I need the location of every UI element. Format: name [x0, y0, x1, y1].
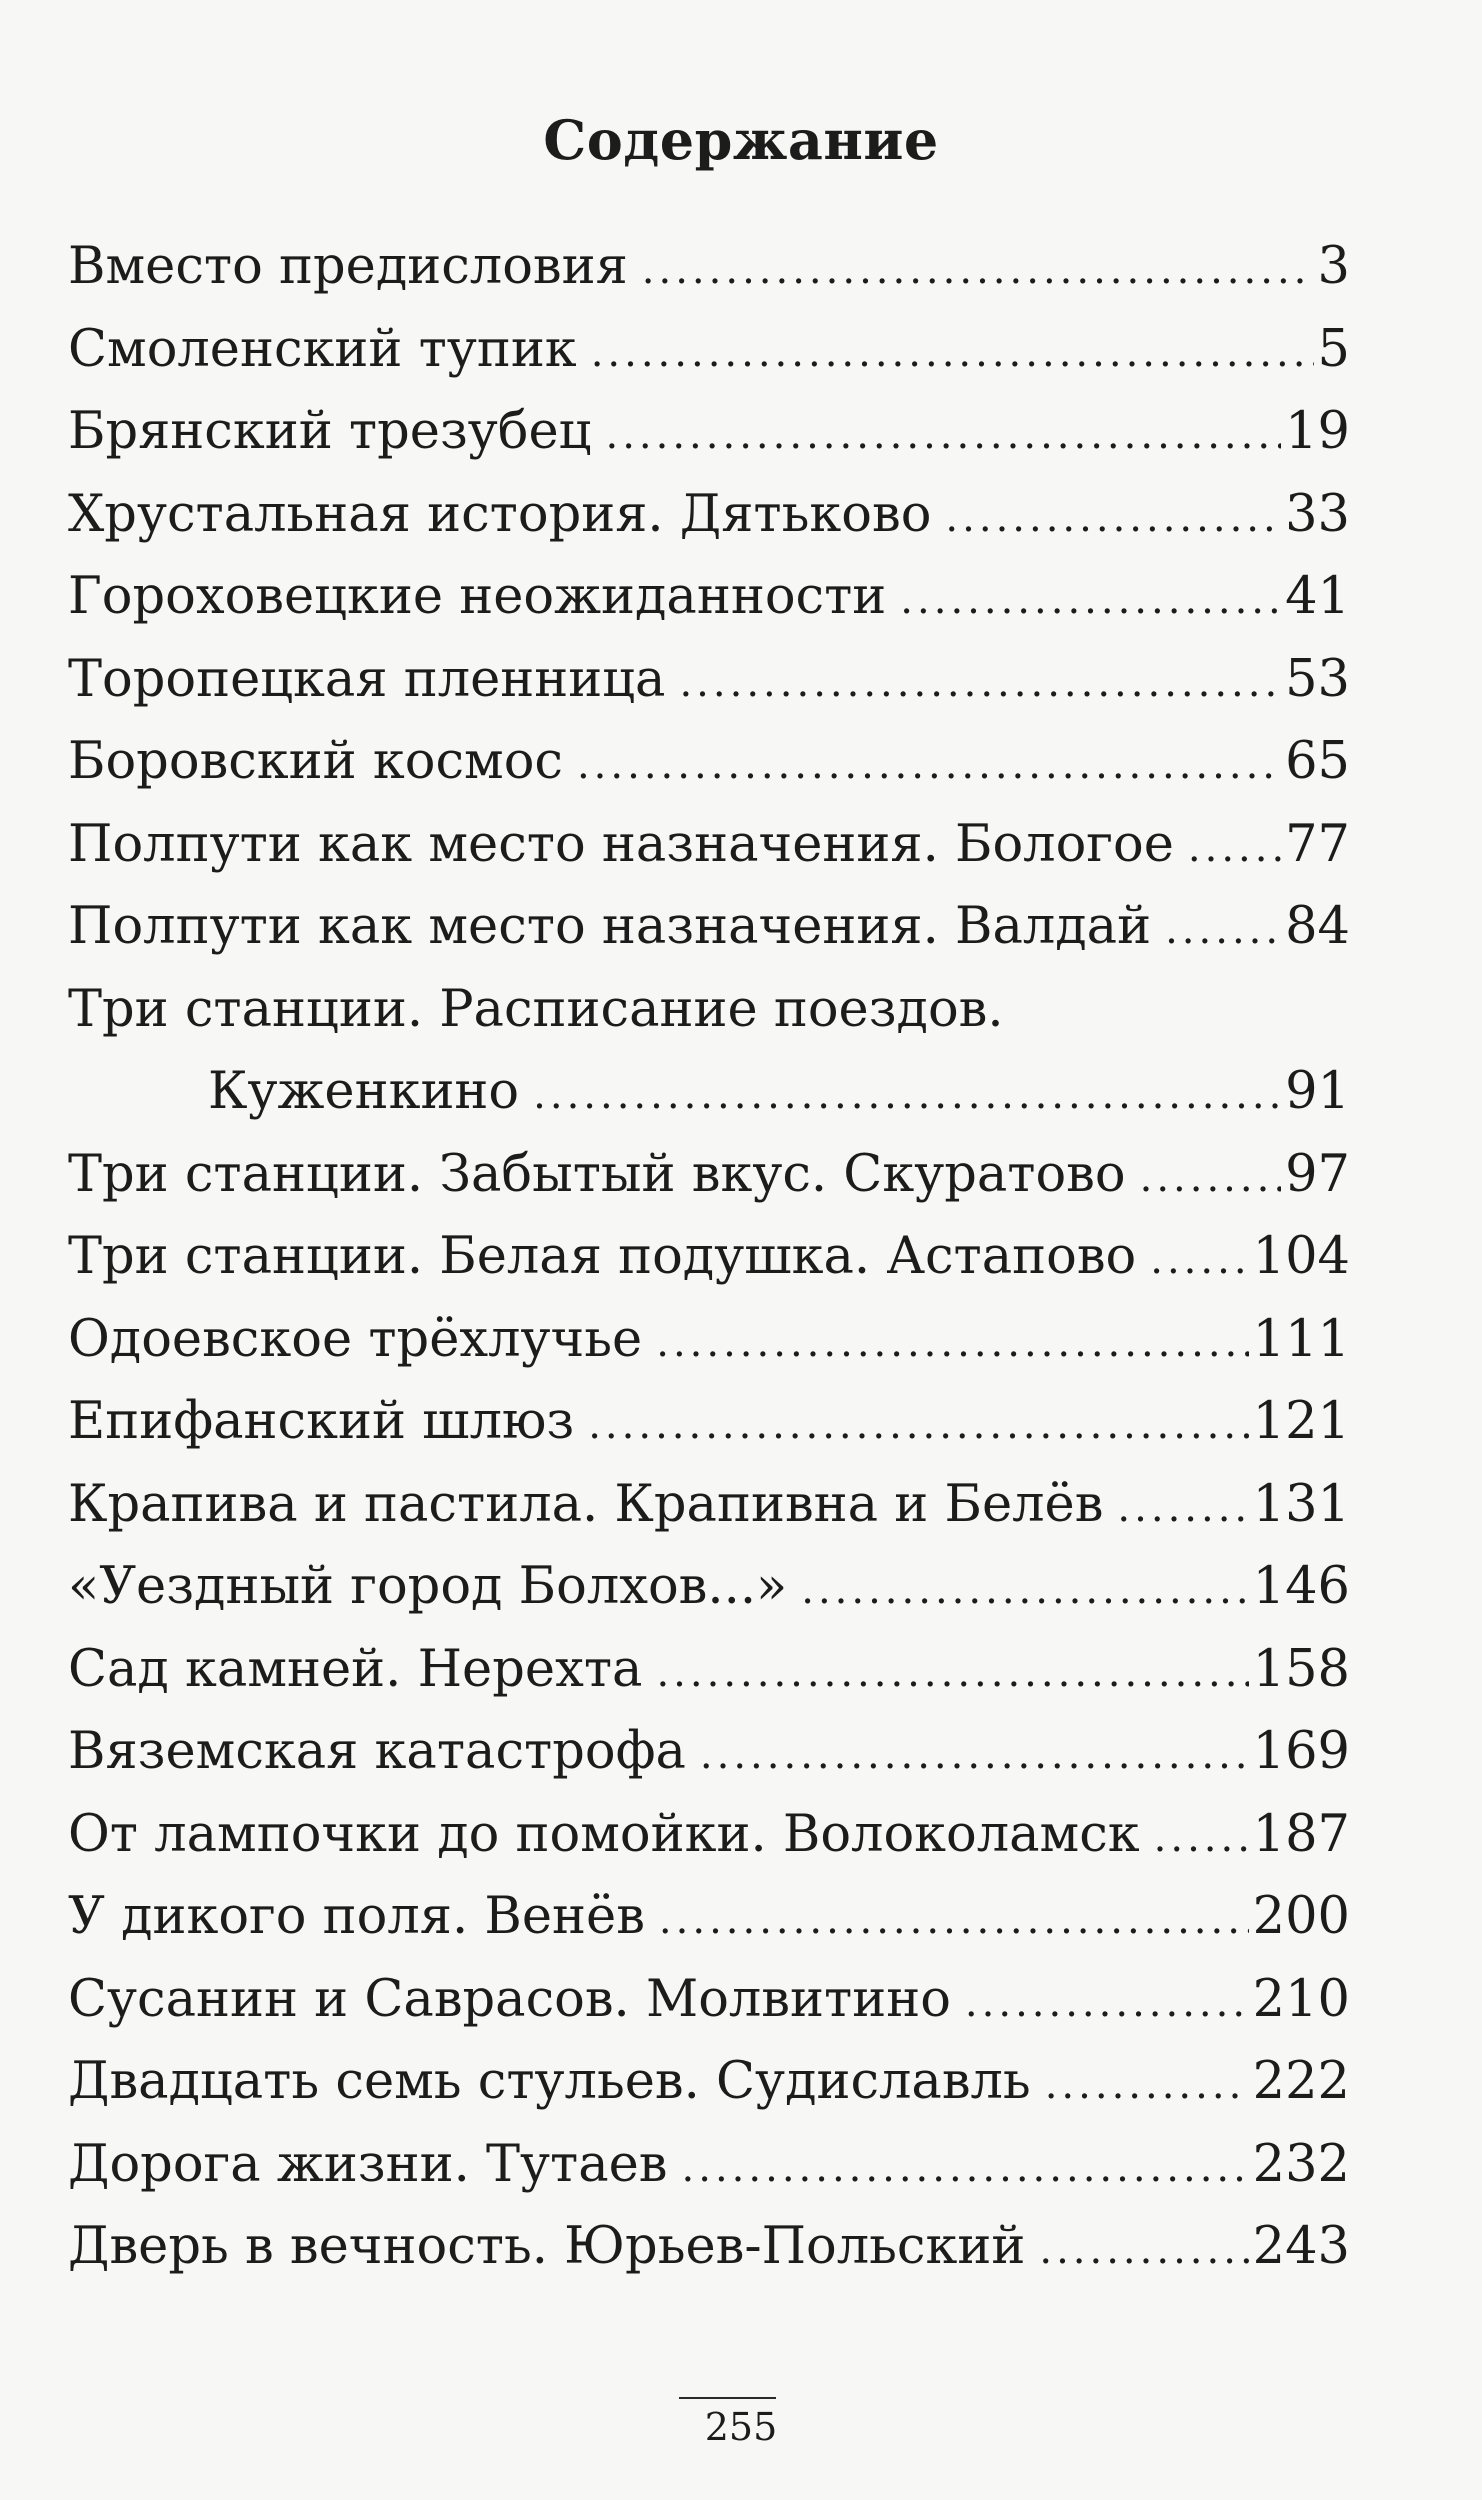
toc-entry-page: 3: [1317, 237, 1350, 296]
toc-entry: [68, 1876, 1350, 1959]
toc-entry: [68, 1794, 1350, 1877]
toc-entry-page: 210: [1252, 1969, 1350, 2029]
toc-entry-page: 111: [1252, 1309, 1350, 1369]
toc-entry-page: 200: [1252, 1887, 1350, 1946]
toc-entry-page: 104: [1252, 1227, 1350, 1286]
toc-entry: [68, 1299, 1350, 1382]
toc-entry-title: У дикого поля. Венёв: [68, 1887, 645, 1946]
toc-entry-title: Торопецкая пленница: [68, 649, 666, 709]
toc-entry: [68, 309, 1350, 392]
leader-dots: [801, 1549, 1248, 1632]
toc-entry-title: Вяземская катастрофа: [68, 1722, 686, 1781]
toc-entry-title: Дверь в вечность. Юрьев-Польский: [68, 2217, 1026, 2276]
leader-dots: [656, 1302, 1248, 1385]
leader-dots: [1188, 807, 1281, 890]
toc-entry: [68, 1216, 1350, 1299]
toc-entry-title: Вместо предисловия: [68, 237, 628, 296]
toc-entry-title: Гороховецкие неожиданности: [68, 567, 887, 626]
toc-entry-page: 131: [1252, 1474, 1350, 1534]
toc-entry: [68, 1629, 1350, 1712]
toc-entry-title: Сусанин и Саврасов. Молвитино: [68, 1969, 951, 2029]
toc-entry-page: 187: [1252, 1804, 1350, 1864]
leader-dots: [577, 724, 1281, 807]
table-of-contents: [68, 226, 1350, 2289]
toc-entry-title: Боровский космос: [68, 732, 563, 791]
toc-entry: [68, 969, 1350, 1052]
toc-entry: [68, 1381, 1350, 1464]
leader-dots: [1140, 1137, 1281, 1220]
leader-dots: [605, 394, 1281, 477]
toc-entry-page: 77: [1285, 814, 1350, 874]
page-title: Содержание: [543, 108, 939, 172]
leader-dots: [945, 477, 1281, 560]
toc-entry-title: Двадцать семь стульев. Судиславль: [68, 2052, 1031, 2111]
toc-entry-title: Епифанский шлюз: [68, 1392, 575, 1451]
toc-entry: [68, 2206, 1350, 2289]
toc-entry-title: Брянский трезубец: [68, 402, 592, 461]
page-number: 255: [704, 2405, 778, 2449]
toc-entry-title: Три станции. Белая подушка. Астапово: [68, 1227, 1137, 1286]
leader-dots: [965, 1962, 1249, 2045]
toc-entry-title: Куженкино: [208, 1062, 520, 1121]
toc-entry: [68, 1134, 1350, 1217]
leader-dots: [679, 642, 1281, 725]
toc-entry-title: Полпути как место назначения. Валдай: [68, 897, 1152, 956]
leader-dots: [588, 1384, 1248, 1467]
toc-entry: [68, 2041, 1350, 2124]
leader-dots: [1039, 2209, 1248, 2292]
leader-dots: [642, 229, 1314, 312]
toc-entry: [68, 639, 1350, 722]
leader-dots: [591, 312, 1314, 395]
toc-entry: [68, 391, 1350, 474]
toc-entry: [68, 804, 1350, 887]
toc-entry: [68, 1051, 1350, 1134]
toc-entry: [68, 1546, 1350, 1629]
leader-dots: [659, 1879, 1249, 1962]
toc-entry-title: Одоевское трёхлучье: [68, 1309, 643, 1369]
leader-dots: [1150, 1219, 1248, 1302]
toc-entry-page: 84: [1285, 897, 1350, 956]
leader-dots: [682, 2127, 1249, 2210]
toc-entry: [68, 1464, 1350, 1547]
toc-entry-page: 222: [1252, 2052, 1350, 2111]
toc-entry-title: От лампочки до помойки. Волоколамск: [68, 1804, 1140, 1864]
toc-entry-title: Смоленский тупик: [68, 319, 577, 379]
toc-entry-page: 65: [1285, 732, 1350, 791]
toc-entry-title: Хрустальная история. Дятьково: [68, 484, 932, 544]
toc-entry-title: Полпути как место назначения. Бологое: [68, 814, 1174, 874]
toc-entry-page: 53: [1285, 649, 1350, 709]
leader-dots: [1045, 2044, 1249, 2127]
toc-entry-page: 5: [1317, 319, 1350, 379]
toc-entry-title: Крапива и пастила. Крапивна и Белёв: [68, 1474, 1104, 1534]
toc-entry: [68, 474, 1350, 557]
leader-dots: [1154, 1797, 1249, 1880]
toc-entry-page: 232: [1252, 2134, 1350, 2194]
leader-dots: [533, 1054, 1281, 1137]
toc-entry-title: Три станции. Расписание поездов.: [68, 979, 1004, 1039]
toc-entry-title: Сад камней. Нерехта: [68, 1639, 643, 1699]
toc-entry-page: 158: [1252, 1639, 1350, 1699]
toc-entry-page: 121: [1252, 1392, 1350, 1451]
toc-entry: [68, 886, 1350, 969]
toc-entry-page: 33: [1285, 484, 1350, 544]
toc-entry: [68, 1711, 1350, 1794]
toc-entry: [68, 721, 1350, 804]
toc-entry-page: 41: [1285, 567, 1350, 626]
footer-rule: [679, 2397, 776, 2399]
leader-dots: [1165, 889, 1281, 972]
leader-dots: [900, 559, 1281, 642]
toc-entry: [68, 226, 1350, 309]
toc-entry-title: Три станции. Забытый вкус. Скуратово: [68, 1144, 1126, 1204]
leader-dots: [656, 1632, 1248, 1715]
toc-entry-page: 97: [1285, 1144, 1350, 1204]
toc-entry-page: 146: [1252, 1557, 1350, 1616]
toc-entry-page: 19: [1285, 402, 1350, 461]
toc-entry-page: 91: [1285, 1062, 1350, 1121]
toc-entry: [68, 556, 1350, 639]
leader-dots: [700, 1714, 1249, 1797]
toc-entry-page: 169: [1252, 1722, 1350, 1781]
toc-entry: [68, 2124, 1350, 2207]
toc-entry: [68, 1959, 1350, 2042]
toc-entry-page: 243: [1252, 2217, 1350, 2276]
leader-dots: [1117, 1467, 1248, 1550]
toc-entry-title: «Уездный город Болхов...»: [68, 1557, 788, 1616]
toc-entry-title: Дорога жизни. Тутаев: [68, 2134, 668, 2194]
